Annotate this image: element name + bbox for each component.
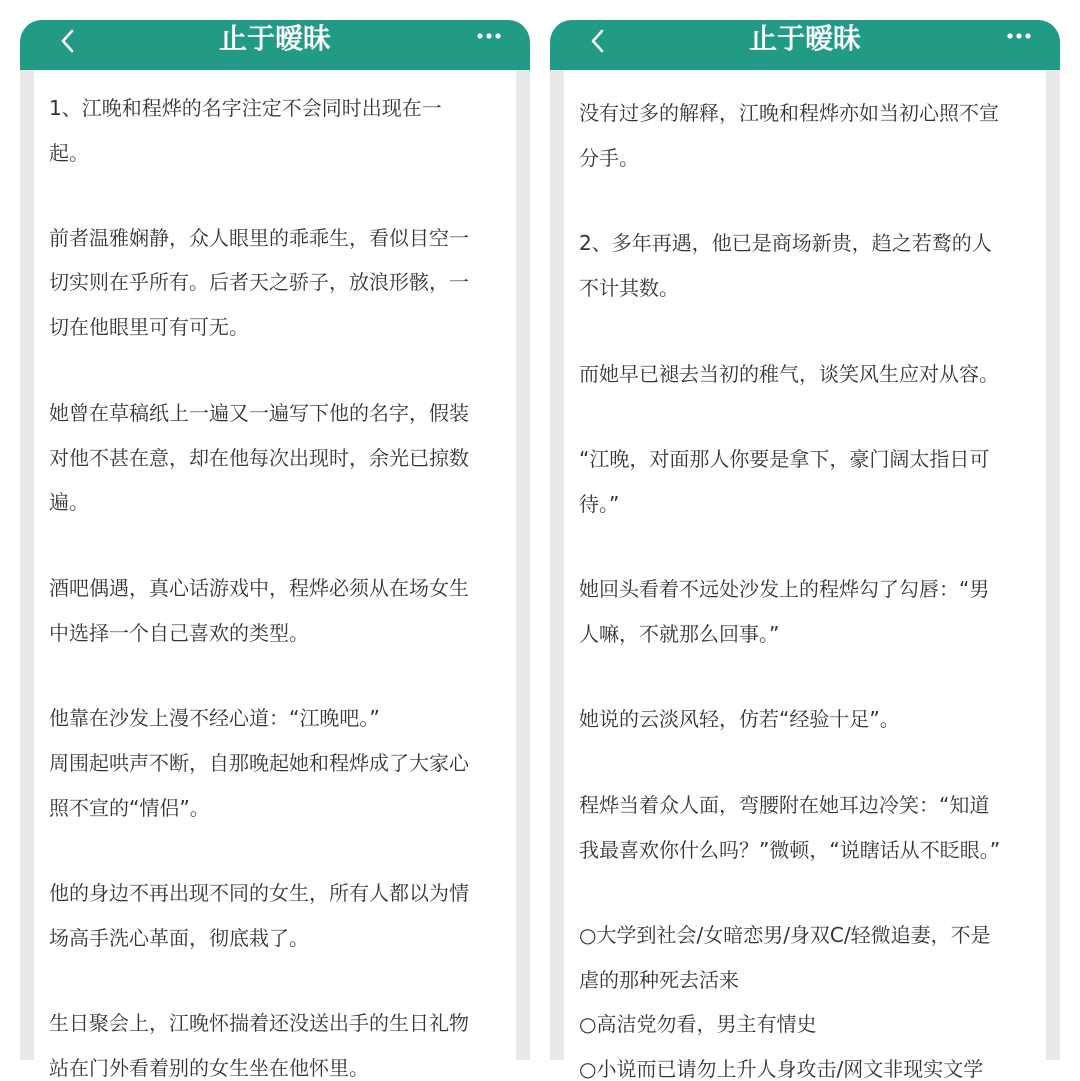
text-line: 前者温雅娴静，众人眼里的乖乖生，看似目空一: [49, 226, 469, 250]
text-line: 照不宣的“情侣”。: [49, 796, 210, 820]
text-line: 而她早已褪去当初的稚气，谈笑风生应对从容。: [579, 362, 999, 386]
text-line: 遍。: [49, 490, 89, 514]
text-line: 她回头看着不远处沙发上的程烨勾了勾唇：“男: [579, 577, 990, 601]
text-line: 酒吧偶遇，真心话游戏中，程烨必须从在场女生: [49, 576, 469, 600]
text-line: 他靠在沙发上漫不经心道：“江晚吧。”: [49, 706, 380, 730]
top-app-bar: [550, 20, 1060, 70]
text-line: 生日聚会上，江晚怀揣着还没送出手的生日礼物: [49, 1011, 469, 1035]
text-line: 待。”: [579, 492, 620, 516]
top-app-bar: [20, 20, 530, 70]
article-body: [564, 70, 1046, 1081]
text-line: 2、多年再遇，他已是商场新贵，趋之若鹜的人: [579, 231, 992, 255]
text-line: ○高洁党勿看，男主有情史: [579, 1012, 817, 1036]
page-title: 止于暧昧: [218, 22, 331, 55]
page-title: 止于暧昧: [748, 22, 861, 55]
text-line: 周围起哄声不断，自那晚起她和程烨成了大家心: [49, 751, 469, 775]
reader-panel-right: [550, 20, 1060, 1081]
text-line: 中选择一个自己喜欢的类型。: [49, 621, 309, 645]
text-line: 分手。: [579, 146, 639, 170]
text-line: 她曾在草稿纸上一遍又一遍写下他的名字，假装: [49, 401, 469, 425]
text-line: 程烨当着众人面，弯腰附在她耳边冷笑：“知道: [579, 793, 990, 817]
text-line: 1、江晚和程烨的名字注定不会同时出现在一: [49, 96, 442, 120]
reader-panel-left: [20, 20, 530, 1080]
more-dots-icon[interactable]: [1006, 24, 1032, 52]
text-line: “江晚，对面那人你要是拿下，豪门阔太指日可: [579, 447, 990, 471]
text-line: 我最喜欢你什么吗？”微顿，“说瞎话从不眨眼。”: [579, 838, 1001, 862]
text-line: 场高手洗心革面，彻底栽了。: [49, 926, 309, 950]
text-line: 起。: [49, 141, 89, 165]
text-line: 人嘛，不就那么回事。”: [579, 622, 780, 646]
text-line: 她说的云淡风轻，仿若“经验十足”。: [579, 707, 900, 731]
text-line: 站在门外看着别的女生坐在他怀里。: [49, 1056, 369, 1080]
text-line: 切在他眼里可有可无。: [49, 315, 249, 339]
text-line: 切实则在乎所有。后者天之骄子，放浪形骸，一: [49, 270, 469, 294]
text-line: ○小说而已请勿上升人身攻击/网文非现实文学: [579, 1057, 984, 1081]
more-dots-icon[interactable]: [476, 24, 502, 52]
text-line: 对他不甚在意，却在他每次出现时，余光已掠数: [49, 446, 469, 470]
text-line: 虐的那种死去活来: [579, 968, 739, 992]
text-line: 他的身边不再出现不同的女生，所有人都以为情: [49, 881, 469, 905]
text-line: ○大学到社会/女暗恋男/身双C/轻微追妻，不是: [579, 923, 991, 947]
text-line: 不计其数。: [579, 276, 679, 300]
text-line: 没有过多的解释，江晚和程烨亦如当初心照不宣: [579, 101, 999, 125]
article-body: [34, 70, 516, 1080]
